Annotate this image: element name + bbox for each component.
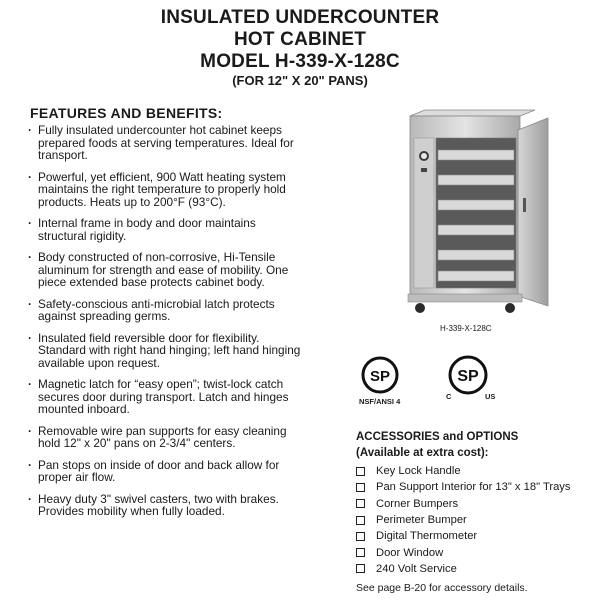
csa-logo-text: SP [369,368,391,385]
accessories-heading: ACCESSORIES and OPTIONS [356,431,519,443]
nsf-label: NSF/ANSI 4 [359,397,401,406]
accessory-label: Perimeter Bumper [376,514,467,527]
features-heading: FEATURES AND BENEFITS: [30,105,223,121]
accessory-label: Pan Support Interior for 13" x 18" Trays [376,481,571,494]
accessory-item [355,496,571,512]
checkbox-icon [356,516,365,525]
pan-size-subtitle: (FOR 12" X 20" PANS) [232,73,368,88]
door-latch [523,198,526,212]
accessory-note: See page B-20 for accessory details. [356,582,528,594]
feature-item: · Removable wire pan supports for easy cleaning hold 12" x 20" pans on 2-3/4" centers. [28,425,303,450]
caster-wheel [505,303,515,313]
cabinet-product-image [400,108,560,318]
accessory-item [355,479,571,495]
title-line-2: HOT CABINET [233,29,367,50]
accessories-list [355,463,571,577]
feature-item: · Magnetic latch for “easy open”; twist-lock catch secures door during transport. Latch and hinges mounted inboard. [28,378,303,416]
feature-item: · Internal frame in body and door maintains structural rigidity. [28,217,303,242]
feature-item: · Safety-conscious anti-microbial latch protects against spreading germs. [28,298,303,323]
accessory-label: Corner Bumpers [376,497,459,510]
feature-item: · Body constructed of non-corrosive, Hi-Tensile aluminum for strength and ease of mobility. One piece extended base protects cabinet body. [28,251,303,289]
accessory-item [355,512,571,528]
accessory-item [355,544,571,560]
csa-logo-text: SP [457,368,479,385]
accessory-item [355,561,571,577]
checkbox-icon [356,548,365,557]
csa-nsf-logo [360,355,400,395]
checkbox-icon [356,467,365,476]
title-line-1: INSULATED UNDERCOUNTER [160,7,440,28]
accessories-subheading: (Available at extra cost): [356,447,489,459]
accessory-item [355,528,571,544]
feature-item: · Insulated field reversible door for flexibility. Standard with right hand hinging; left hand hinging available upon request. [28,332,303,370]
csa-us-label: US [485,392,496,401]
checkbox-icon [356,564,365,573]
accessory-label: Door Window [376,546,444,559]
csa-us-logo [446,353,490,397]
accessory-label: Digital Thermometer [376,530,478,543]
product-caption: H-339-X-128C [440,324,492,333]
checkbox-icon [356,499,365,508]
cabinet-door [518,118,548,306]
checkbox-icon [356,532,365,541]
checkbox-icon [356,483,365,492]
accessory-label: Key Lock Handle [376,465,461,478]
caster-wheel [415,303,425,313]
features-list [28,124,303,518]
feature-item: · Heavy duty 3" swivel casters, two with brakes. Provides mobility when fully loaded. [28,493,303,518]
csa-c-label: C [446,392,452,401]
feature-item: · Pan stops on inside of door and back allow for proper air flow. [28,459,303,484]
feature-item: · Fully insulated undercounter hot cabinet keeps prepared foods at serving temperatures. Ideal for transport. [28,124,303,162]
feature-item: · Powerful, yet efficient, 900 Watt heating system maintains the right temperature to properly hold products. Heats up to 200°F (93°C). [28,171,303,209]
accessory-item [355,463,571,479]
model-title: MODEL H-339-X-128C [200,51,400,72]
accessory-label: 240 Volt Service [376,562,457,575]
